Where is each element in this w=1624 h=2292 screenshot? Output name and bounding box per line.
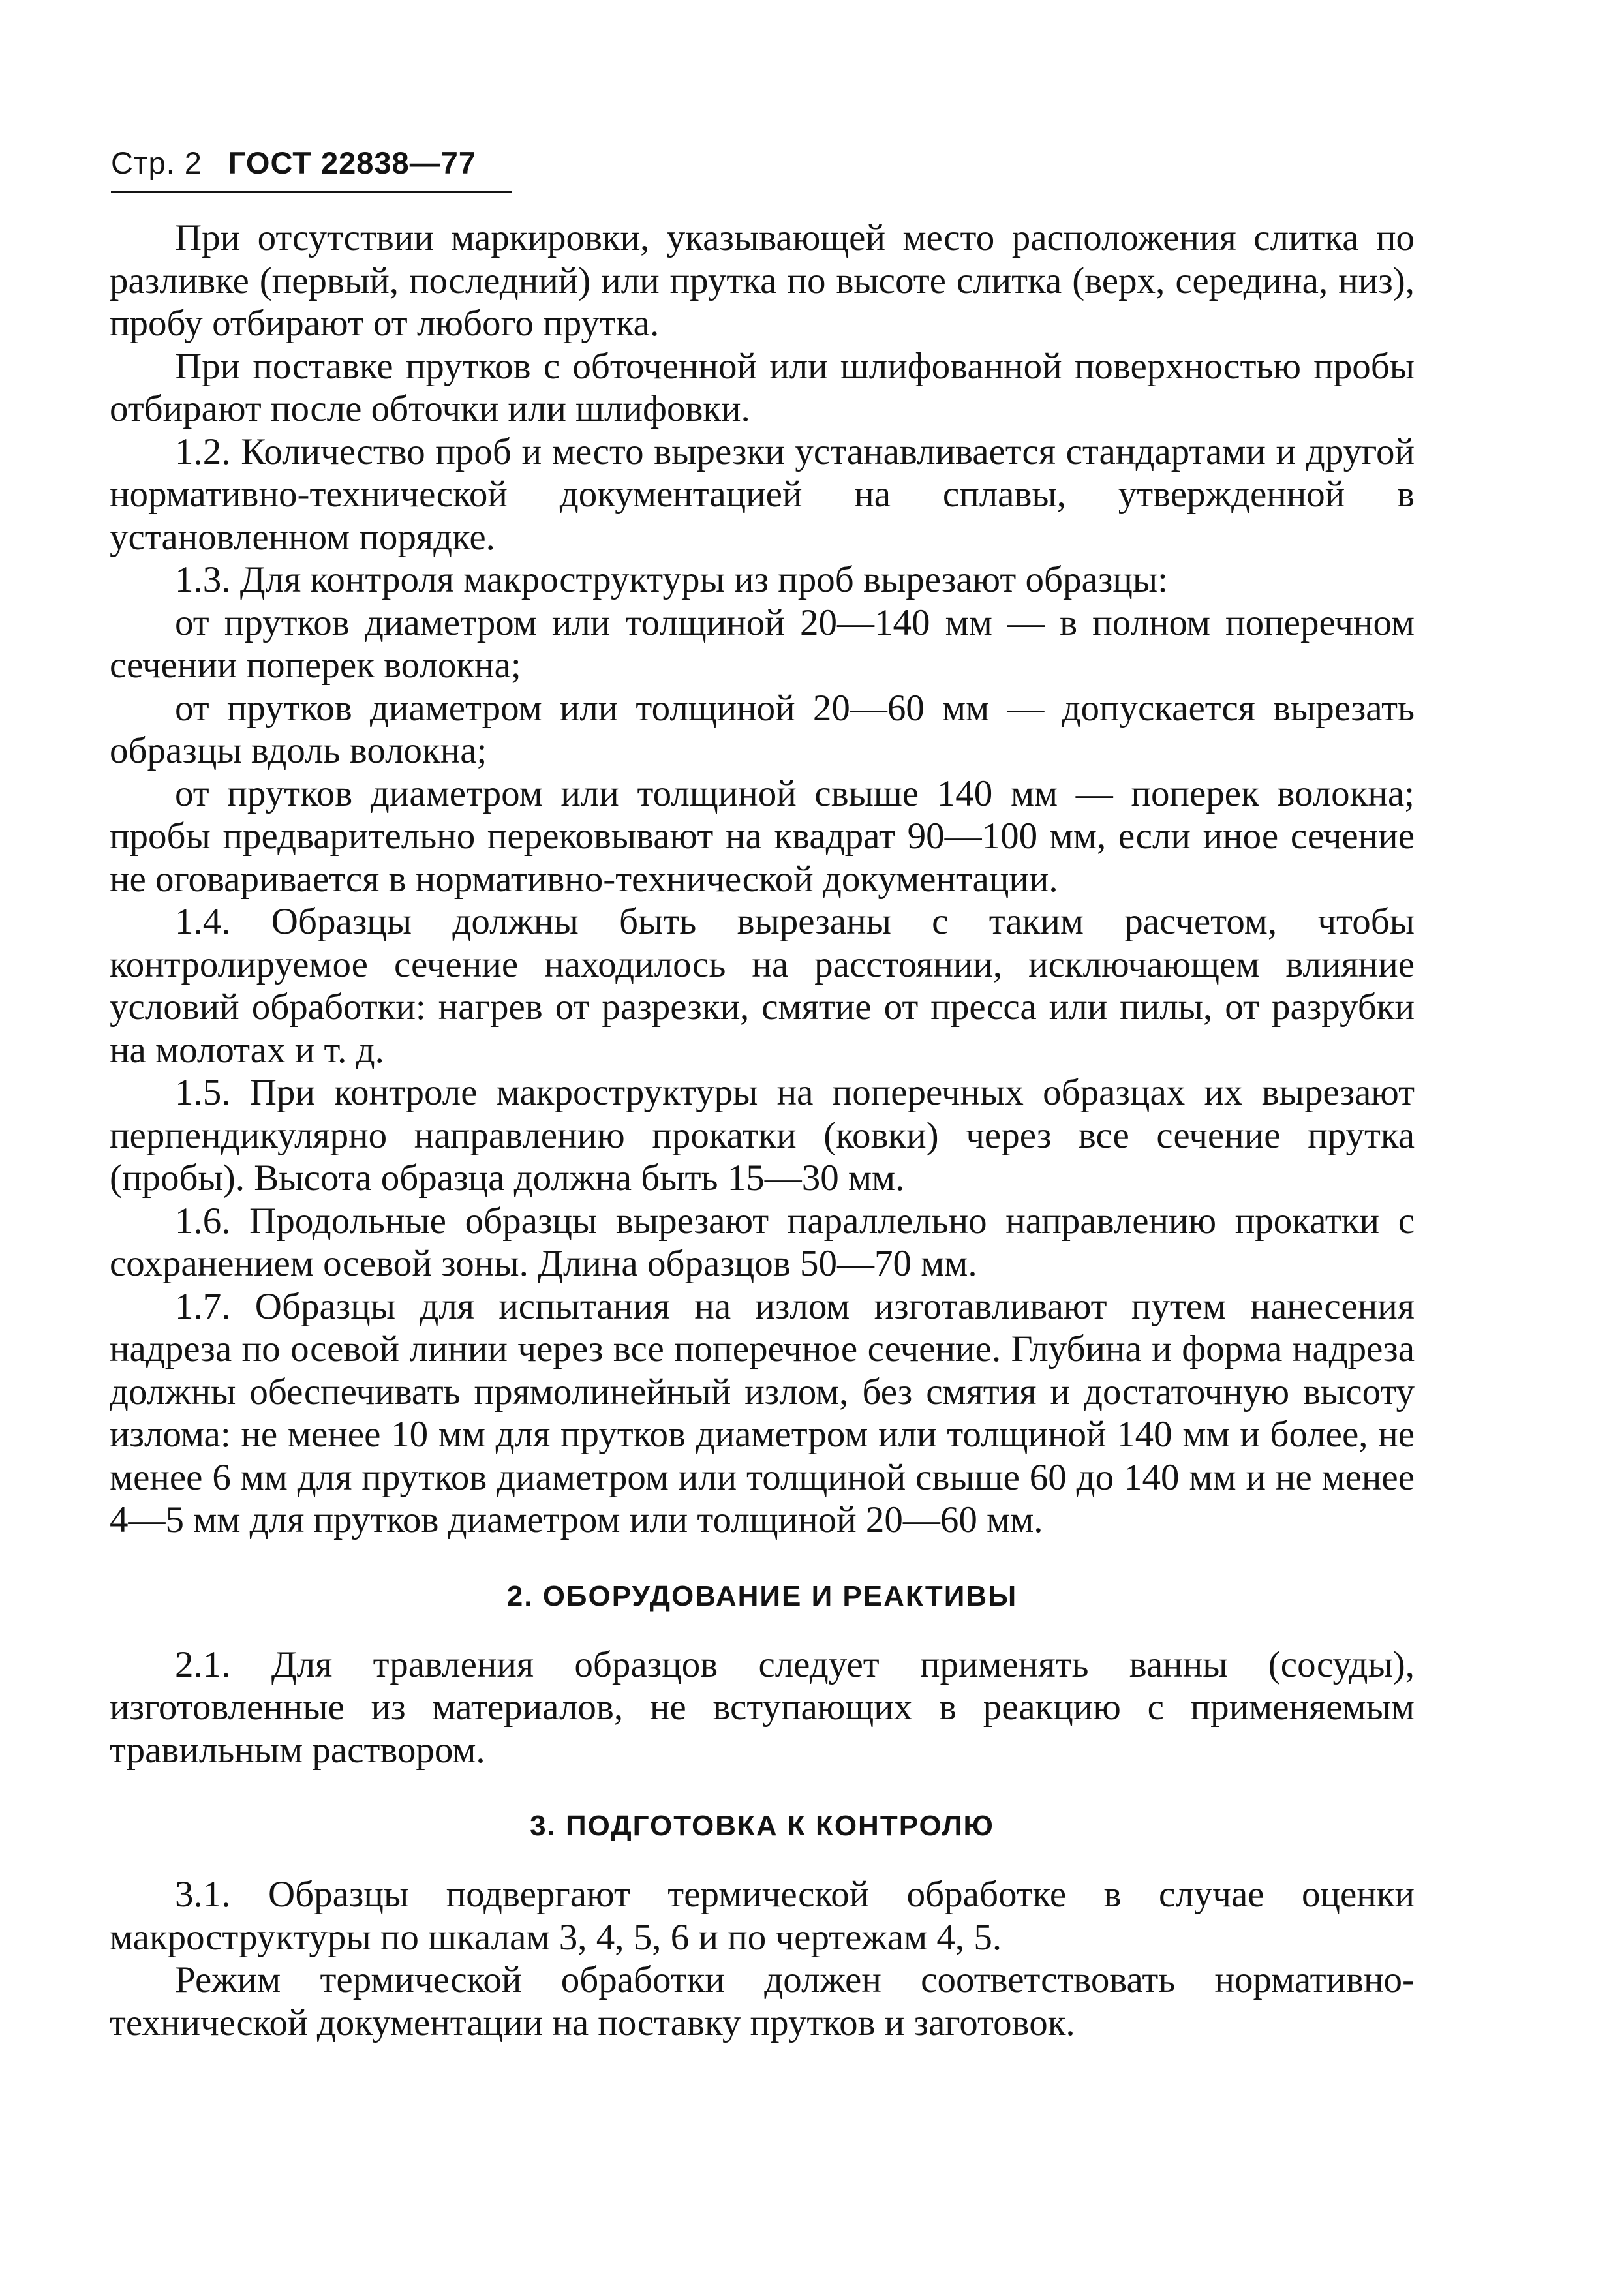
paragraph: Режим термической обработки должен соответствовать нормативно-технической документации на поставку прутков и заготовок. [110,1959,1415,2043]
section-heading-preparation: 3. ПОДГОТОВКА К КОНТРОЛЮ [530,1810,994,1842]
paragraph: При поставке прутков с обточенной или шлифованной поверхностью пробы отбирают после обточки или шлифовки. [110,345,1415,429]
paragraph: 1.7. Образцы для испытания на излом изготавливают путем нанесения надреза по осевой линии через все поперечное сечение. Глубина и форма надреза должны обеспечивать прямолинейный излом, без смятия и достаточную высоту излома: не менее 10 мм для прутков диаметром или толщиной 140 мм и более, не менее 6 мм для прутков диаметром или толщиной свыше 60 до 140 мм и не менее 4—5 мм для прутков диаметром или толщиной 20—60 мм. [110,1285,1415,1540]
document-body [110,217,1415,2044]
paragraph: 2.1. Для травления образцов следует применять ванны (сосуды), изготовленные из материалов, не вступающих в реакцию с применяемым травильным раствором. [110,1643,1415,1771]
paragraph: 1.4. Образцы должны быть вырезаны с таким расчетом, чтобы контролируемое сечение находилось на расстоянии, исключающем влияние условий обработки: нагрев от разрезки, смятие от пресса или пилы, от разрубки на молотах и т. д. [110,901,1415,1071]
paragraph: от прутков диаметром или толщиной 20—60 мм — допускается вырезать образцы вдоль волокна; [110,687,1415,771]
page-number: Стр. 2 [111,145,202,180]
standard-title: ГОСТ 22838—77 [228,145,476,180]
paragraph: При отсутствии маркировки, указывающей место расположения слитка по разливке (первый, последний) или прутка по высоте слитка (верх, середина, низ), пробу отбирают от любого прутка. [110,217,1415,344]
page-header [111,145,512,181]
paragraph: 3.1. Образцы подвергают термической обработке в случае оценки макроструктуры по шкалам 3, 4, 5, 6 и по чертежам 4, 5. [110,1874,1415,1958]
section-heading-equipment: 2. ОБОРУДОВАНИЕ И РЕАКТИВЫ [506,1580,1018,1612]
paragraph: 1.5. При контроле макроструктуры на поперечных образцах их вырезают перпендикулярно направлению прокатки (ковки) через все сечение прутка (пробы). Высота образца должна быть 15—30 мм. [110,1072,1415,1199]
paragraph: от прутков диаметром или толщиной свыше 140 мм — поперек волокна; пробы предварительно перековывают на квадрат 90—100 мм, если иное сечение не оговаривается в нормативно-технической документации. [110,772,1415,900]
paragraph: 1.6. Продольные образцы вырезают параллельно направлению прокатки с сохранением осевой зоны. Длина образцов 50—70 мм. [110,1200,1415,1284]
header-rule [111,191,512,193]
paragraph: 1.3. Для контроля макроструктуры из проб вырезают образцы: [175,559,1168,600]
paragraph: от прутков диаметром или толщиной 20—140 мм — в полном поперечном сечении поперек волокна; [110,602,1415,686]
paragraph: 1.2. Количество проб и место вырезки устанавливается стандартами и другой нормативно-технической документацией на сплавы, утвержденной в установленном порядке. [110,431,1415,558]
